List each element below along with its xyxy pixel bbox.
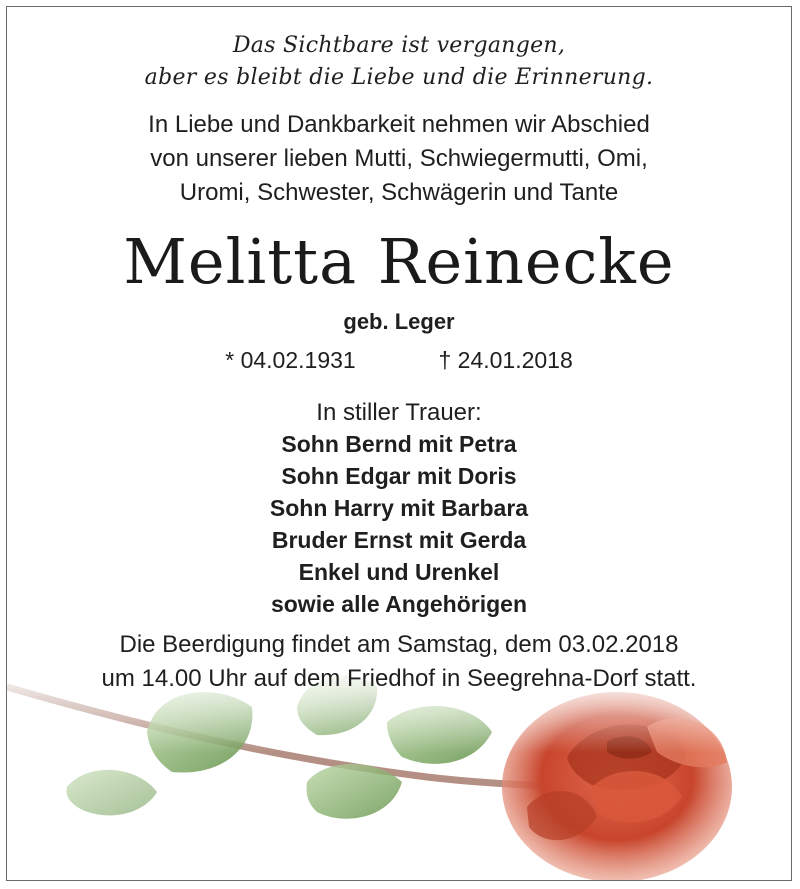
funeral-line-1: Die Beerdigung findet am Samstag, dem 03.02.2018 xyxy=(119,631,679,658)
mourner-item: Sohn Bernd mit Petra xyxy=(281,431,517,457)
deceased-name: Melitta Reinecke xyxy=(123,225,675,298)
obituary-card xyxy=(6,6,792,881)
intro-line-1: In Liebe und Dankbarkeit nehmen wir Abschied xyxy=(148,111,650,138)
motto-line-1: Das Sichtbare ist vergangen, xyxy=(232,33,566,58)
birth-date: * 04.02.1931 xyxy=(225,347,356,373)
mourner-item: Enkel und Urenkel xyxy=(298,559,500,585)
intro-line-3: Uromi, Schwester, Schwägerin und Tante xyxy=(179,179,619,206)
maiden-name: geb. Leger xyxy=(343,309,455,334)
mourner-item: sowie alle Angehörigen xyxy=(270,591,528,617)
life-dates xyxy=(7,347,791,374)
motto-line-2: aber es bleibt die Liebe und die Erinnerung. xyxy=(144,65,654,90)
funeral-line-2: um 14.00 Uhr auf dem Friedhof in Seegrehna-Dorf statt. xyxy=(101,665,697,692)
mourners-heading: In stiller Trauer: xyxy=(316,399,482,426)
mourner-item: Bruder Ernst mit Gerda xyxy=(271,527,527,553)
mourner-item: Sohn Harry mit Barbara xyxy=(269,495,529,521)
death-date: † 24.01.2018 xyxy=(438,347,573,373)
mourner-item: Sohn Edgar mit Doris xyxy=(281,463,517,489)
intro-line-2: von unserer lieben Mutti, Schwiegermutti, Omi, xyxy=(150,145,648,172)
rose-illustration xyxy=(7,667,792,881)
